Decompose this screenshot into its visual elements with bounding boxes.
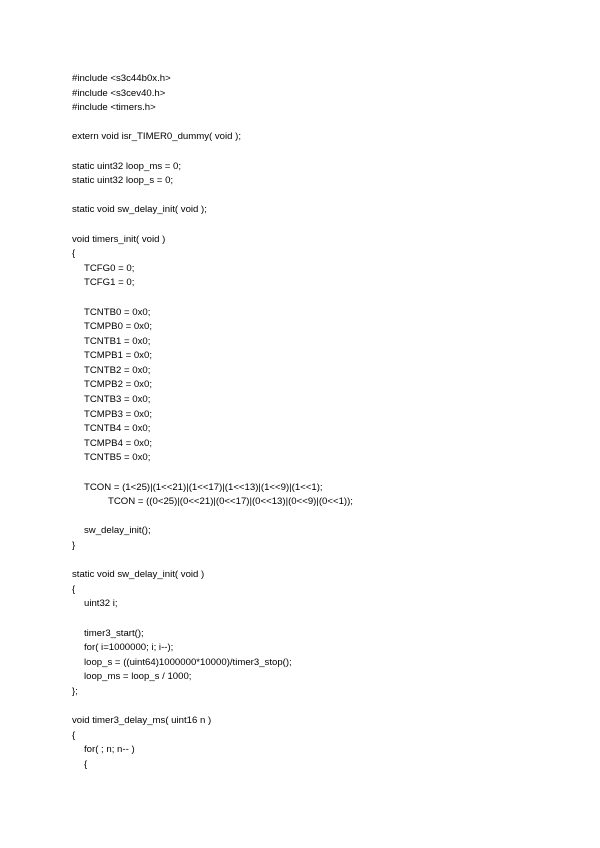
blank-line xyxy=(72,189,572,204)
code-line: static uint32 loop_ms = 0; xyxy=(72,160,182,172)
blank-line xyxy=(72,218,572,233)
code-line: TCMPB2 = 0x0; xyxy=(84,379,152,391)
blank-line xyxy=(72,466,572,481)
code-line: #include <timers.h> xyxy=(72,102,156,114)
blank-line xyxy=(72,291,572,306)
blank-line xyxy=(72,554,572,569)
code-line: for( i=1000000; i; i--); xyxy=(84,642,174,654)
blank-line xyxy=(72,700,572,715)
code-line: { xyxy=(72,248,76,260)
code-line: TCON = ((0<25)|(0<<21)|(0<<17)|(0<<13)|(0<<9)|(0<<1)); xyxy=(108,496,353,508)
code-line: TCFG0 = 0; xyxy=(84,262,135,274)
code-line: }; xyxy=(72,685,78,697)
blank-line xyxy=(72,145,572,160)
code-line: uint32 i; xyxy=(84,598,118,610)
code-line: for( ; n; n-- ) xyxy=(84,744,135,756)
code-line: TCNTB3 = 0x0; xyxy=(84,394,151,406)
code-line: #include <s3c44b0x.h> xyxy=(72,73,171,84)
code-line: } xyxy=(72,540,76,551)
blank-line xyxy=(72,510,572,525)
code-line: void timers_init( void ) xyxy=(72,233,166,245)
code-line: TCMPB4 = 0x0; xyxy=(84,437,152,449)
source-code-listing xyxy=(72,72,572,773)
code-line: TCON = (1<25)|(1<<21)|(1<<17)|(1<<13)|(1<<9)|(1<<1); xyxy=(84,481,323,493)
code-line: { xyxy=(84,758,88,770)
code-line: extern void isr_TIMER0_dummy( void ); xyxy=(72,131,242,143)
code-line: TCNTB4 = 0x0; xyxy=(84,423,151,435)
code-line: { xyxy=(72,729,76,741)
code-line: TCNTB5 = 0x0; xyxy=(84,452,151,464)
code-line: #include <s3cev40.h> xyxy=(72,87,166,99)
code-line: TCNTB0 = 0x0; xyxy=(84,306,151,318)
blank-line xyxy=(72,116,572,131)
code-line: void timer3_delay_ms( uint16 n ) xyxy=(72,715,212,727)
code-line: TCMPB0 = 0x0; xyxy=(84,321,152,333)
code-line: TCNTB2 = 0x0; xyxy=(84,364,151,376)
code-line: sw_delay_init(); xyxy=(84,525,151,537)
code-line: TCMPB3 = 0x0; xyxy=(84,408,152,420)
code-line: timer3_start(); xyxy=(84,627,144,639)
code-line: TCNTB1 = 0x0; xyxy=(84,335,151,347)
code-line: static uint32 loop_s = 0; xyxy=(72,175,174,187)
code-line: static void sw_delay_init( void ) xyxy=(72,569,205,581)
code-line: TCFG1 = 0; xyxy=(84,277,135,289)
code-line: { xyxy=(72,583,76,595)
blank-line xyxy=(72,612,572,627)
code-line: loop_ms = loop_s / 1000; xyxy=(84,671,192,683)
code-line: loop_s = ((uint64)1000000*10000)/timer3_stop(); xyxy=(84,656,292,668)
code-line: static void sw_delay_init( void ); xyxy=(72,204,207,216)
code-line: TCMPB1 = 0x0; xyxy=(84,350,152,362)
